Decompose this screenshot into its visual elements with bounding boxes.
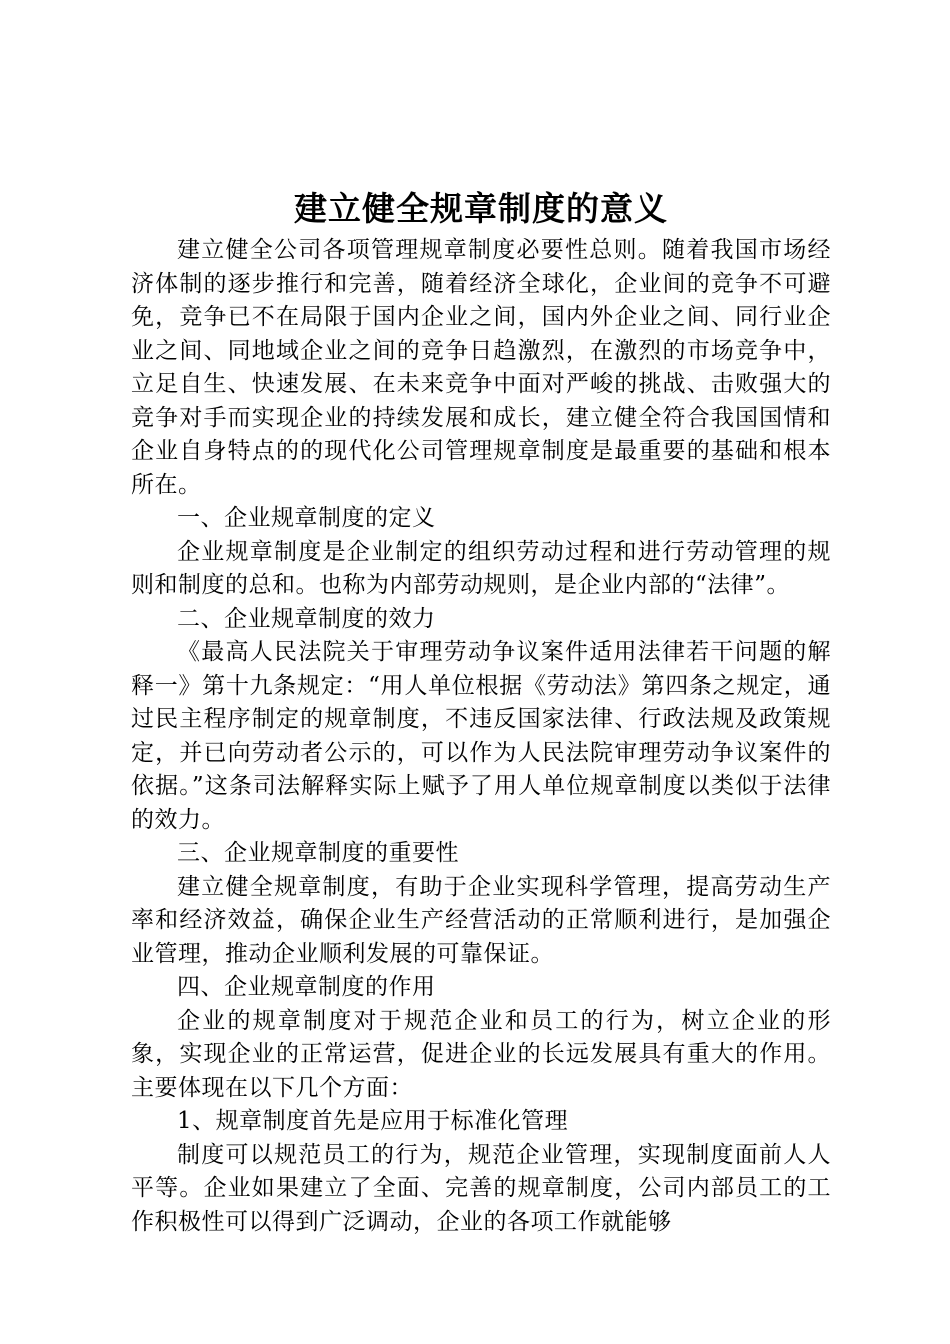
- section-2-heading: 二、企业规章制度的效力: [177, 605, 436, 632]
- section-3-paragraph: 建立健全规章制度，有助于企业实现科学管理，提高劳动生产率和经济效益，确保企业生产经营活动的正常顺利进行，是加强企业管理，推动企业顺利发展的可靠保证。: [131, 873, 831, 967]
- subsection-1-paragraph: 制度可以规范员工的行为，规范企业管理，实现制度面前人人平等。企业如果建立了全面、完善的规章制度，公司内部员工的工作积极性可以得到广泛调动，企业的各项工作就能够: [131, 1141, 831, 1235]
- section-2-paragraph: 《最高人民法院关于审理劳动争议案件适用法律若干问题的解释一》第十九条规定：“用人单位根据《劳动法》第四条之规定，通过民主程序制定的规章制度，不违反国家法律、行政法规及政策规定，并已向劳动者公示的，可以作为人民法院审理劳动争议案件的依据。”这条司法解释实际上赋予了用人单位规章制度以类似于法律的效力。: [131, 639, 831, 833]
- document-title: 建立健全规章制度的意义: [294, 189, 668, 228]
- section-1-heading: 一、企业规章制度的定义: [177, 505, 436, 531]
- section-3-heading: 三、企业规章制度的重要性: [177, 840, 459, 866]
- document-page: [131, 186, 831, 1239]
- section-4-paragraph: 企业的规章制度对于规范企业和员工的行为，树立企业的形象，实现企业的正常运营，促进企业的长远发展具有重大的作用。主要体现在以下几个方面：: [131, 1007, 831, 1101]
- subsection-1-heading: 1、规章制度首先是应用于标准化管理: [177, 1108, 569, 1134]
- section-4-heading: 四、企业规章制度的作用: [177, 974, 436, 1000]
- intro-paragraph: 建立健全公司各项管理规章制度必要性总则。随着我国市场经济体制的逐步推行和完善，随着经济全球化，企业间的竞争不可避免，竞争已不在局限于国内企业之间，国内外企业之间、同行业企业之间、同地域企业之间的竞争日趋激烈，在激烈的市场竞争中，立足自生、快速发展、在未来竞争中面对严峻的挑战、击败强大的竞争对手而实现企业的持续发展和成长，建立健全符合我国国情和企业自身特点的的现代化公司管理规章制度是最重要的基础和根本所在。: [131, 237, 831, 498]
- section-1-paragraph: 企业规章制度是企业制定的组织劳动过程和进行劳动管理的规则和制度的总和。也称为内部劳动规则，是企业内部的“法律”。: [131, 538, 831, 598]
